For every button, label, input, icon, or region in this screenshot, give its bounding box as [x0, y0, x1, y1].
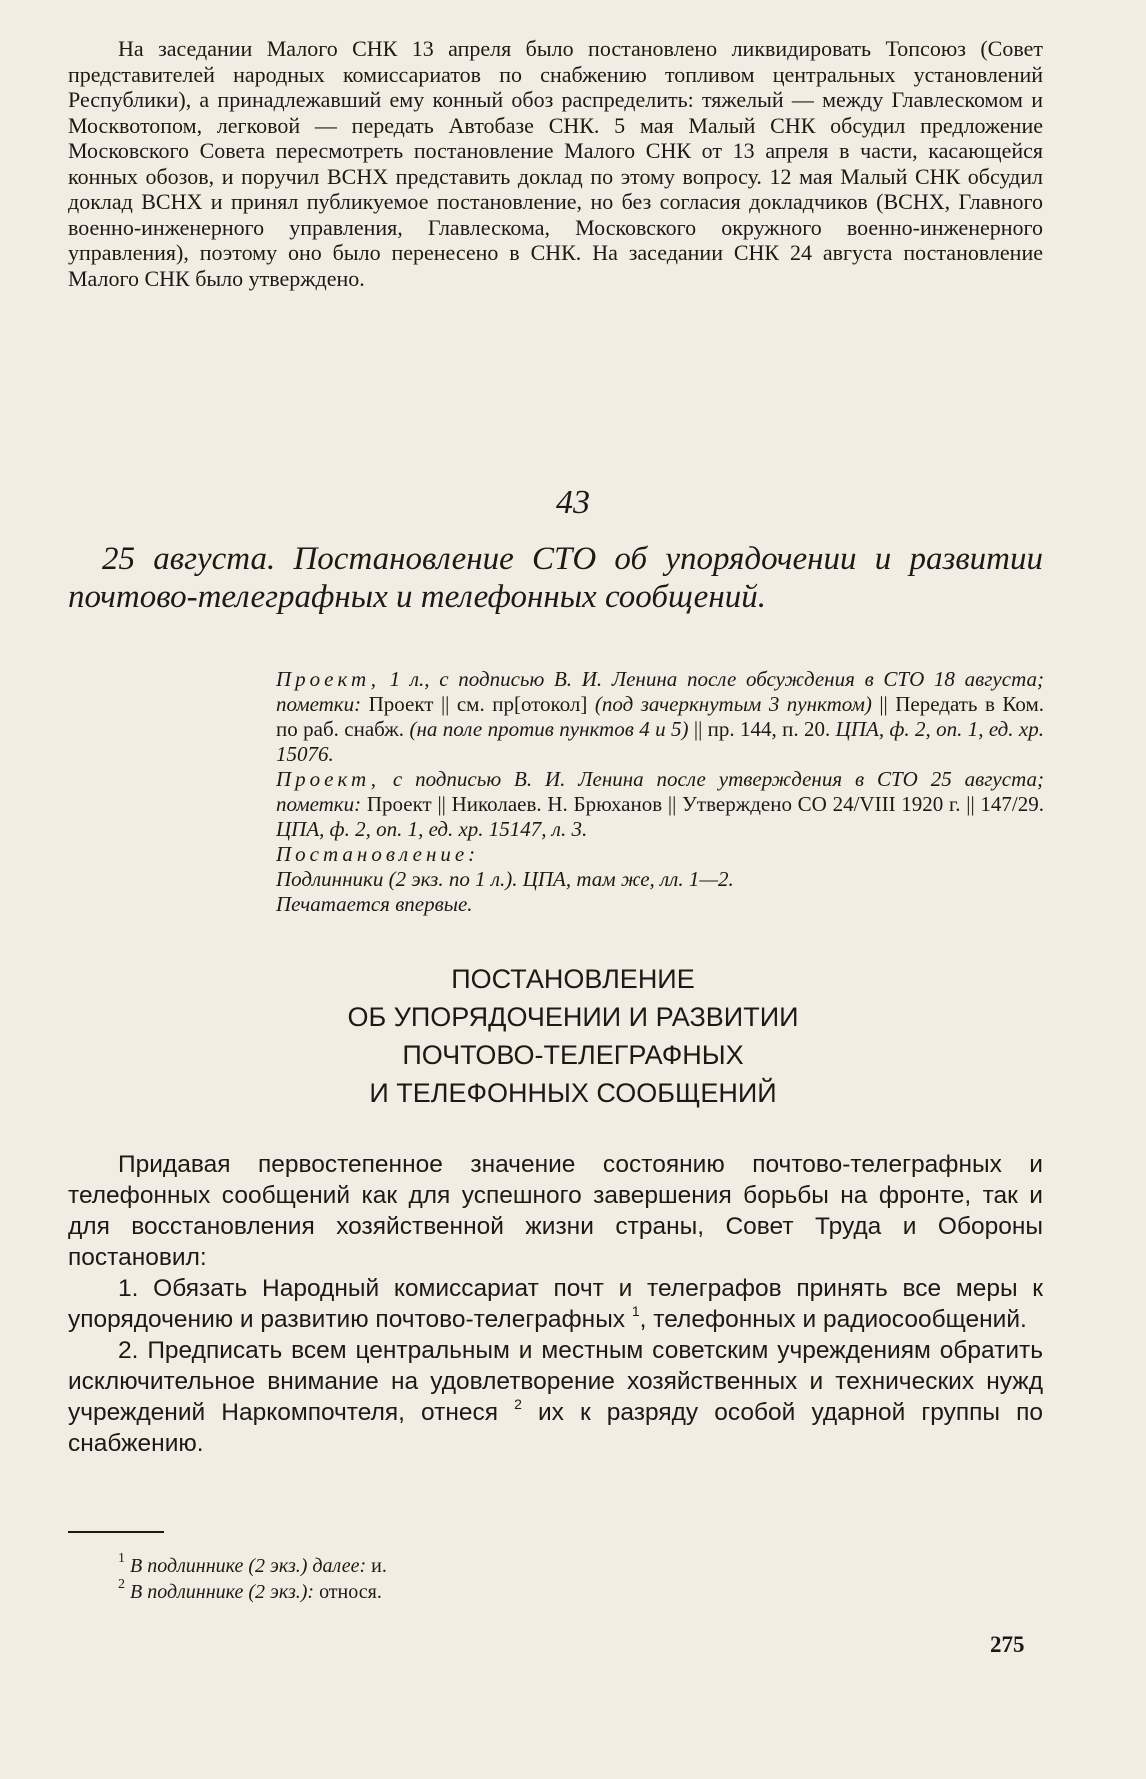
decree-preamble: Придавая первостепенное значение состоянию почтово-телеграфных и телефонных сообщений как для успешного завершения борьбы на фронте, так и для восстановления хозяйственной жизни страны, Совет Труда и Обороны постановил:	[68, 1151, 1043, 1271]
footnote: $^2$ В подлиннике (2 экз.): относя.	[118, 1577, 382, 1603]
archival-sources	[276, 667, 1044, 917]
page-number: 275	[990, 1632, 1025, 1657]
document-heading: 25 августа. Постановление СТО об упорядочении и развитии почтово-телеграфных и телефонных сообщений.	[68, 541, 1043, 615]
document-number: 43	[556, 484, 590, 521]
decree-point-2: 2. Предписать всем центральным и местным советским учреждениям обратить исключительное внимание на удовлетворение хозяйственных и технических нужд учреждений Наркомпочтеля, отнеся $^2$ их к разряду особой ударной группы по снабжению.	[68, 1337, 1043, 1457]
source-entry: Проект, 1 л., с подписью В. И. Ленина после обсуждения в СТО 18 августа; пометки: Проект || см. пр[отокол] (под зачеркнутым 3 пунктом) || Передать в Ком. по раб. снабж. (на поле против пунктов 4 и 5) || пр. 144, п. 20. ЦПА, ф. 2, оп. 1, ед. хр. 15076.	[276, 667, 1045, 766]
footnote-divider	[68, 1531, 164, 1533]
source-originals: Подлинники (2 экз. по 1 л.). ЦПА, там же, лл. 1—2.	[276, 867, 734, 891]
intro-commentary: На заседании Малого СНК 13 апреля было постановлено ликвидировать Топсоюз (Совет представителей народных комиссариатов по снабжению топливом центральных установлений Республики), а принадлежавший ему конный обоз распределить: тяжелый — между Главлескомом и Москвотопом, легковой — передать Автобазе СНК. 5 мая Малый СНК обсудил предложение Московского Совета пересмотреть постановление Малого СНК от 13 апреля в части, касающейся конных обозов, и поручил ВСНХ представить доклад по этому вопросу. 12 мая Малый СНК обсудил доклад ВСНХ и принял публикуемое постановление, но без согласия докладчиков (ВСНХ, Главного военно-инженерного управления, Главлескома, Московского окружного военно-инженерного управления), поэтому оно было перенесено в СНК. На заседании СНК 24 августа постановление Малого СНК было утверждено.	[68, 36, 1043, 291]
first-publication-note: Печатается впервые.	[276, 892, 473, 916]
footnote: $^1$ В подлиннике (2 экз.) далее: и.	[118, 1551, 387, 1577]
decree-point-1: 1. Обязать Народный комиссариат почт и телеграфов принять все меры к упорядочению и развитию почтово-телеграфных $^1$, телефонных и радиосообщений.	[68, 1275, 1043, 1333]
footnote-ref: 1	[631, 1302, 640, 1319]
footnote-ref: 2	[514, 1395, 522, 1412]
decree-body	[68, 1149, 1043, 1459]
source-entry: Проект, с подписью В. И. Ленина после утверждения в СТО 25 августа; пометки: Проект || Николаев. Н. Брюханов || Утверждено СО 24/VIII 1920 г. || 147/29. ЦПА, ф. 2, оп. 1, ед. хр. 15147, л. 3.	[276, 767, 1044, 841]
footnotes	[118, 1553, 1018, 1605]
source-section-label: Постановление:	[276, 842, 480, 866]
decree-title: ПОСТАНОВЛЕНИЕ ОБ УПОРЯДОЧЕНИИ И РАЗВИТИИ ПОЧТОВО-ТЕЛЕГРАФНЫХ И ТЕЛЕФОННЫХ СООБЩЕНИЙ	[347, 964, 799, 1108]
